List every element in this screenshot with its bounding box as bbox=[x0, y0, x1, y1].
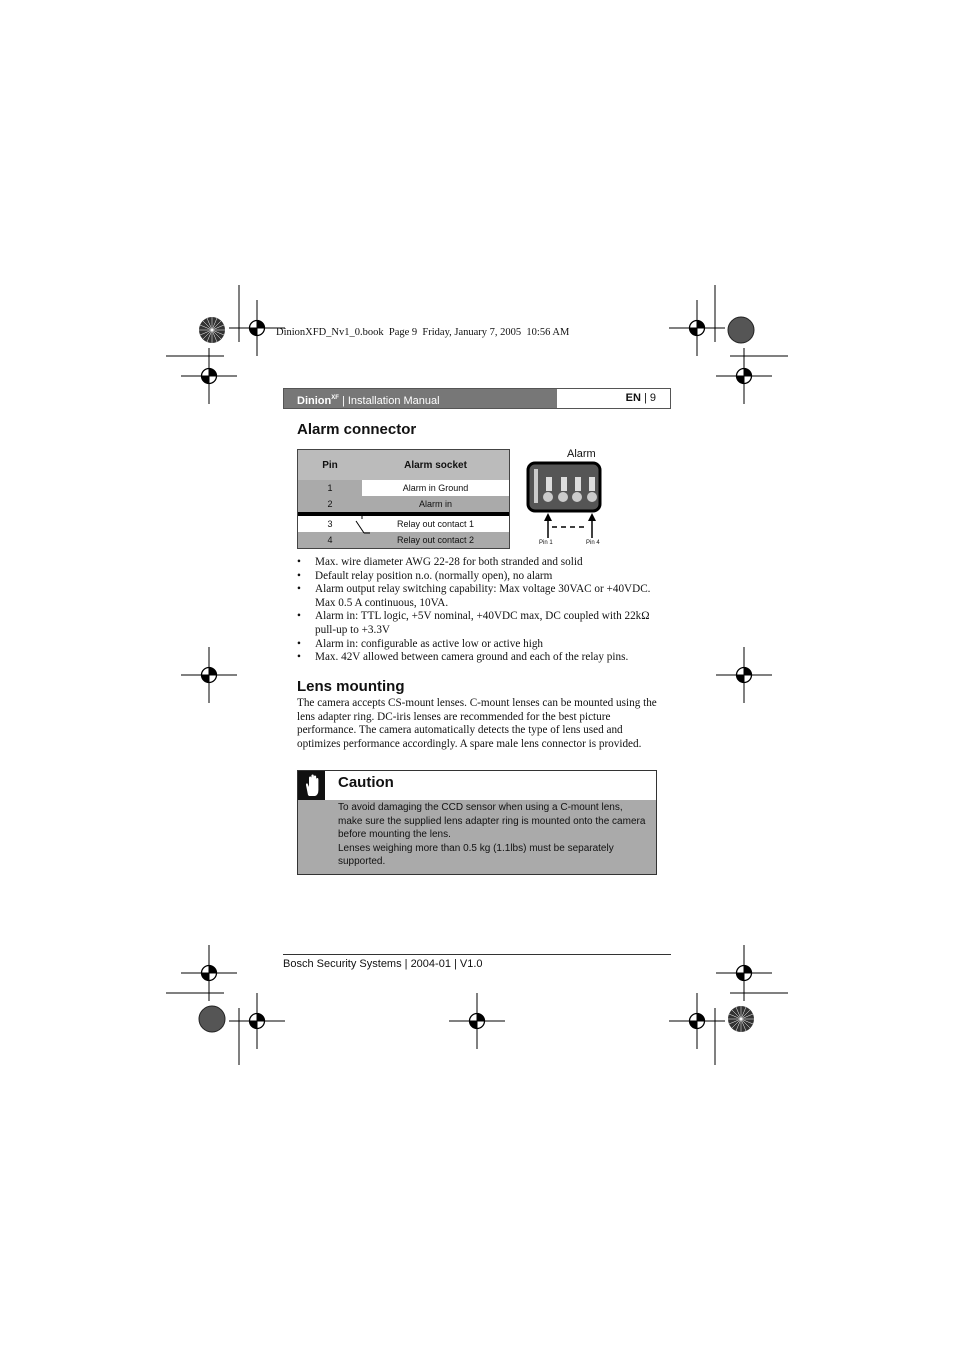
pin-function: Alarm in bbox=[362, 496, 509, 514]
header-title bbox=[284, 389, 557, 408]
table-row bbox=[298, 496, 509, 514]
list-item: • Alarm in: configurable as active low or active high bbox=[297, 638, 662, 652]
pin-number: 2 bbox=[298, 496, 362, 514]
product-name: Dinion bbox=[297, 395, 332, 407]
product-superscript: XF bbox=[331, 395, 339, 401]
language-code: EN bbox=[625, 392, 641, 404]
list-item: • Max. wire diameter AWG 22-28 for both stranded and solid bbox=[297, 556, 662, 570]
caution-text-2: Lenses weighing more than 0.5 kg (1.1lbs) must be separately supported. bbox=[338, 842, 614, 867]
table-row bbox=[298, 532, 509, 548]
page-number: 9 bbox=[649, 392, 656, 404]
pin-number: 3 bbox=[298, 514, 362, 532]
table-row bbox=[298, 480, 509, 496]
footer-text: Bosch Security Systems | 2004-01 | V1.0 bbox=[283, 958, 483, 970]
pin4-label: Pin 4 bbox=[586, 540, 600, 546]
footer-divider bbox=[283, 954, 671, 955]
alarm-socket-table bbox=[297, 449, 510, 549]
connector-title: Alarm bbox=[567, 448, 596, 460]
pin-function: Alarm in Ground bbox=[362, 480, 509, 496]
alarm-connector-diagram bbox=[524, 460, 606, 552]
hand-stop-icon bbox=[298, 771, 325, 800]
table-header-pin: Pin bbox=[298, 450, 362, 480]
header-page-info: EN | 9 bbox=[625, 392, 656, 404]
pin-number: 4 bbox=[298, 532, 362, 548]
list-item: • Default relay position n.o. (normally open), no alarm bbox=[297, 570, 662, 584]
caution-body bbox=[298, 800, 656, 874]
caution-title: Caution bbox=[338, 774, 394, 791]
caution-header bbox=[298, 771, 656, 800]
manual-name: Installation Manual bbox=[347, 395, 440, 407]
lens-mounting-paragraph: The camera accepts CS-mount lenses. C-mount lenses can be mounted using the lens adapter ring. DC-iris lenses are recommended for the best picture performance. The camera automatically detects the type of lens used and optimizes performance accordingly. A spare male lens connector is provided. bbox=[297, 697, 657, 751]
header-separator: | bbox=[338, 395, 348, 407]
page-header bbox=[283, 388, 671, 409]
table-row bbox=[298, 514, 509, 532]
list-item: • Alarm output relay switching capability: Max voltage 30VAC or +40VDC. Max 0.5 A continuous, 10VA. bbox=[297, 583, 662, 610]
caution-text-1: To avoid damaging the CCD sensor when using a C-mount lens, make sure the supplied lens adapter ring is mounted onto the camera before mounting the lens. bbox=[338, 802, 646, 840]
table-header-socket: Alarm socket bbox=[362, 450, 509, 480]
print-header: DinionXFD_Nv1_0.book Page 9 Friday, January 7, 2005 10:56 AM bbox=[276, 327, 570, 338]
alarm-connector-heading: Alarm connector bbox=[297, 421, 417, 438]
caution-box bbox=[297, 770, 657, 875]
list-item: • Max. 42V allowed between camera ground and each of the relay pins. bbox=[297, 651, 662, 665]
relay-switch-icon bbox=[350, 511, 374, 537]
pin-number: 1 bbox=[298, 480, 362, 496]
lens-mounting-heading: Lens mounting bbox=[297, 678, 405, 695]
pin-function: Relay out contact 1 bbox=[362, 514, 509, 532]
alarm-specs-list bbox=[297, 556, 662, 665]
pin1-label: Pin 1 bbox=[539, 540, 553, 546]
list-item: • Alarm in: TTL logic, +5V nominal, +40VDC max, DC coupled with 22kΩ pull-up to +3.3V bbox=[297, 610, 662, 637]
pin-function: Relay out contact 2 bbox=[362, 532, 509, 548]
